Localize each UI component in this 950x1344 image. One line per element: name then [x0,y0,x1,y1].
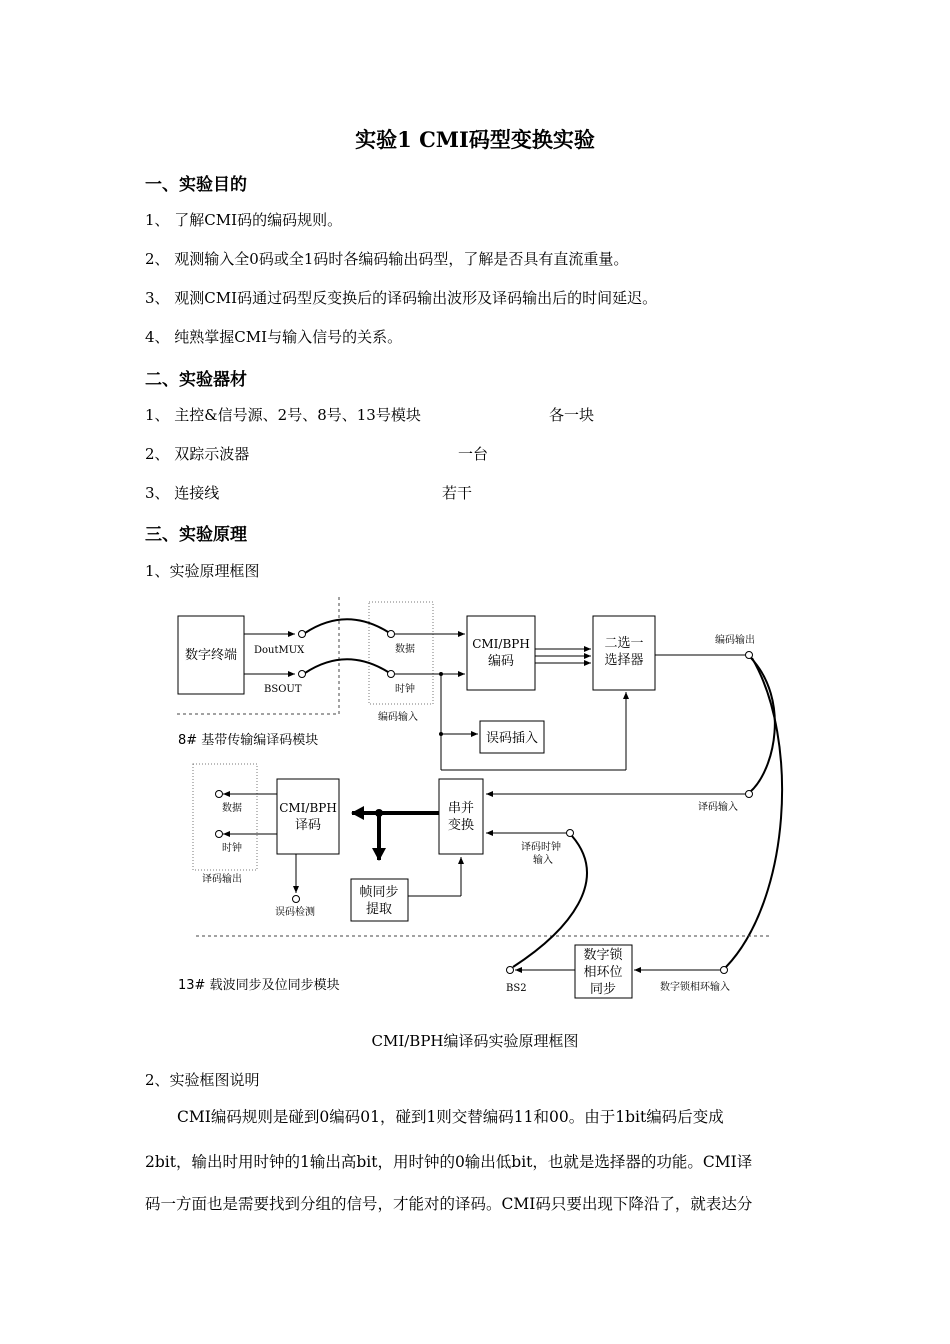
frame-sync-label: 提取 [365,902,393,917]
decode-clock-port [567,830,574,837]
section-heading-purpose: 一、实验目的 [145,175,247,195]
encoder-label: 编码 [487,654,515,669]
dpll-label: 相环位 [583,965,623,980]
clock-in-label: 时钟 [395,684,415,695]
purpose-item: 1、 了解CMI码的编码规则。 [145,211,343,229]
encode-input-label: 编码输入 [378,712,418,723]
decode-input-label: 译码输入 [698,802,738,813]
section-heading-principle: 三、实验原理 [145,525,247,545]
error-insert-label: 误码插入 [485,731,539,746]
error-detect-label: 误码检测 [275,907,315,918]
body-paragraph-line: 码一方面也是需要找到分组的信号，才能对的译码。CMI码只要出现下降沿了，就表达分 [145,1195,753,1213]
serial-parallel-block [439,779,483,854]
encoder-label: CMI/BPH [472,637,530,651]
subheading-block-diagram: 1、实验原理框图 [145,562,260,580]
encode-output-label: 编码输出 [715,635,755,646]
dpll-input-port [721,967,728,974]
doutmux-port [299,631,306,638]
bs2-label: BS2 [506,983,527,994]
patch-wire [305,619,388,633]
decode-clock-label: 译码时钟 [521,842,561,853]
serial-parallel-label: 串并 [447,801,475,816]
error-detect-port [293,896,300,903]
body-paragraph-line: 2bit，输出时用时钟的1输出高bit，用时钟的0输出低bit，也就是选择器的功能。CMI译 [145,1153,753,1171]
equipment-item-name: 1、 主控&信号源、2号、8号、13号模块 [145,406,421,424]
selector-label: 二选一 [604,636,644,651]
dpll-label: 同步 [589,982,617,997]
serial-parallel-label: 变换 [447,818,475,833]
bs2-port [507,967,514,974]
module13-label: 13# 载波同步及位同步模块 [178,978,340,993]
purpose-item: 2、 观测输入全0码或全1码时各编码输出码型，了解是否具有直流重量。 [145,250,629,268]
dpll-input-label: 数字锁相环输入 [660,982,730,993]
purpose-item: 4、 纯熟掌握CMI与输入信号的关系。 [145,328,403,346]
body-paragraph-line: CMI编码规则是碰到0编码01，碰到1则交替编码11和00。由于1bit编码后变成 [177,1108,724,1126]
frame-sync-label: 帧同步 [359,885,399,900]
section-heading-equipment: 二、实验器材 [145,370,247,390]
equipment-item-qty: 一台 [458,445,489,463]
decoder-label: 译码 [294,818,322,833]
data-in-label: 数据 [395,644,415,655]
terminal-label: 数字终端 [184,648,238,663]
clock-output-port [216,831,223,838]
figure-caption: CMI/BPH编译码实验原理框图 [371,1032,579,1050]
encoder-block [467,616,535,690]
patch-wire [305,659,388,673]
decoder-label: CMI/BPH [279,801,337,815]
decode-clock-label: 输入 [533,855,553,866]
decoder-block [277,779,339,854]
equipment-item-qty: 若干 [442,484,473,502]
bsout-port [299,671,306,678]
data-input-port [388,631,395,638]
equipment-item-name: 3、 连接线 [145,484,220,502]
clock-input-port [388,671,395,678]
subheading-explanation: 2、实验框图说明 [145,1071,260,1089]
clock-out-label: 时钟 [222,843,242,854]
data-out-label: 数据 [222,803,242,814]
decode-output-group [193,764,257,870]
selector-label: 选择器 [604,653,644,668]
page-title: 实验1 CMI码型变换实验 [355,127,595,152]
doutmux-label: DoutMUX [254,645,305,656]
dpll-label: 数字锁 [583,948,623,963]
data-output-port [216,791,223,798]
module8-label: 8# 基带传输编译码模块 [178,733,319,748]
equipment-item-name: 2、 双踪示波器 [145,445,250,463]
purpose-item: 3、 观测CMI码通过码型反变换后的译码输出波形及译码输出后的时间延迟。 [145,289,658,307]
encode-output-port [746,652,753,659]
decode-output-label: 译码输出 [202,874,242,885]
decode-input-port [746,791,753,798]
bsout-label: BSOUT [264,684,302,695]
equipment-item-qty: 各一块 [549,406,595,424]
